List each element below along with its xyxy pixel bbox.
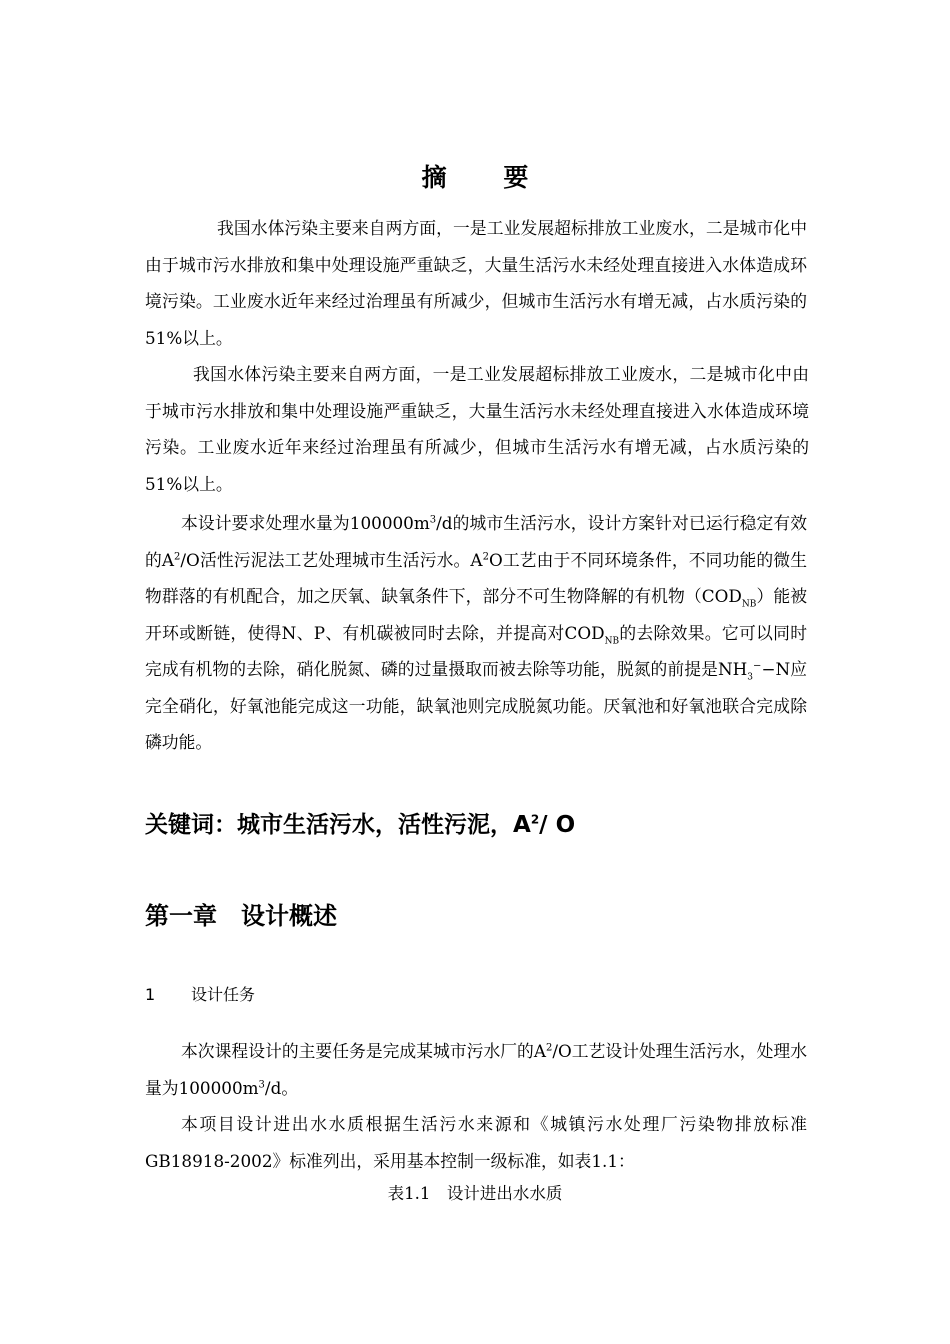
standard-paragraph: 本项目设计进出水水质根据生活污水来源和《城镇污水处理厂污染物排放标准GB18918-2002》标准列出，采用基本控制一级标准，如表1.1： [145, 1114, 807, 1171]
task-paragraph: 本次课程设计的主要任务是完成某城市污水厂的$A^2/O$工艺设计处理生活污水，处理水量为$100000m^3/d$。 [145, 1041, 807, 1098]
chapter-heading [145, 896, 337, 931]
table-caption: 表1.1 设计进出水水质 [387, 1184, 563, 1203]
chapter-title: 设计概述 [241, 902, 337, 930]
keywords-line [145, 806, 575, 839]
section-heading [145, 982, 255, 1005]
chapter-number: 第一章 [145, 902, 217, 930]
section-number: 1 [145, 985, 156, 1004]
abstract-paragraph-2: 我国水体污染主要来自两方面，一是工业发展超标排放工业废水，二是城市化中由于城市污水排放和集中处理设施严重缺乏，大量生活污水未经处理直接进入水体造成环境污染。工业废水近年来经过治理虽有所减少，但城市生活污水有增无减，占水质污染的51%以上。 [145, 364, 809, 494]
section-title: 设计任务 [191, 985, 256, 1004]
keywords-label: 关键词： [145, 812, 237, 838]
keywords-tail: / O [539, 812, 576, 838]
keywords-items: 城市生活污水，活性污泥，A [237, 812, 531, 838]
keywords-superscript: 2 [530, 812, 540, 827]
abstract-title: 摘 要 [421, 163, 553, 192]
abstract-paragraph-3: 本设计要求处理水量为$100000m^3/d$的城市生活污水，设计方案针对已运行稳定有效的$A^2/O$活性污泥法工艺处理城市生活污水。$A^2O$工艺由于不同环境条件，不同功能的微生物群落的有机配合，加之厌氧、缺氧条件下，部分不可生物降解的有机物$(COD_{NB})$能被开环或断链，使得N、P、有机碳被同时去除，并提高对$COD_{NB}$的去除效果。它可以同时完成有机物的去除，硝化脱氮、磷的过量摄取而被去除等功能，脱氮的前提是$NH_3^--N$应完全硝化，好氧池能完成这一功能，缺氧池则完成脱氮功能。厌氧池和好氧池联合完成除磷功能。 [145, 513, 808, 752]
abstract-paragraph-1: 我国水体污染主要来自两方面，一是工业发展超标排放工业废水，二是城市化中由于城市污水排放和集中处理设施严重缺乏，大量生活污水未经处理直接进入水体造成环境污染。工业废水近年来经过治理虽有所减少，但城市生活污水有增无减，占水质污染的51%以上。 [145, 218, 807, 348]
